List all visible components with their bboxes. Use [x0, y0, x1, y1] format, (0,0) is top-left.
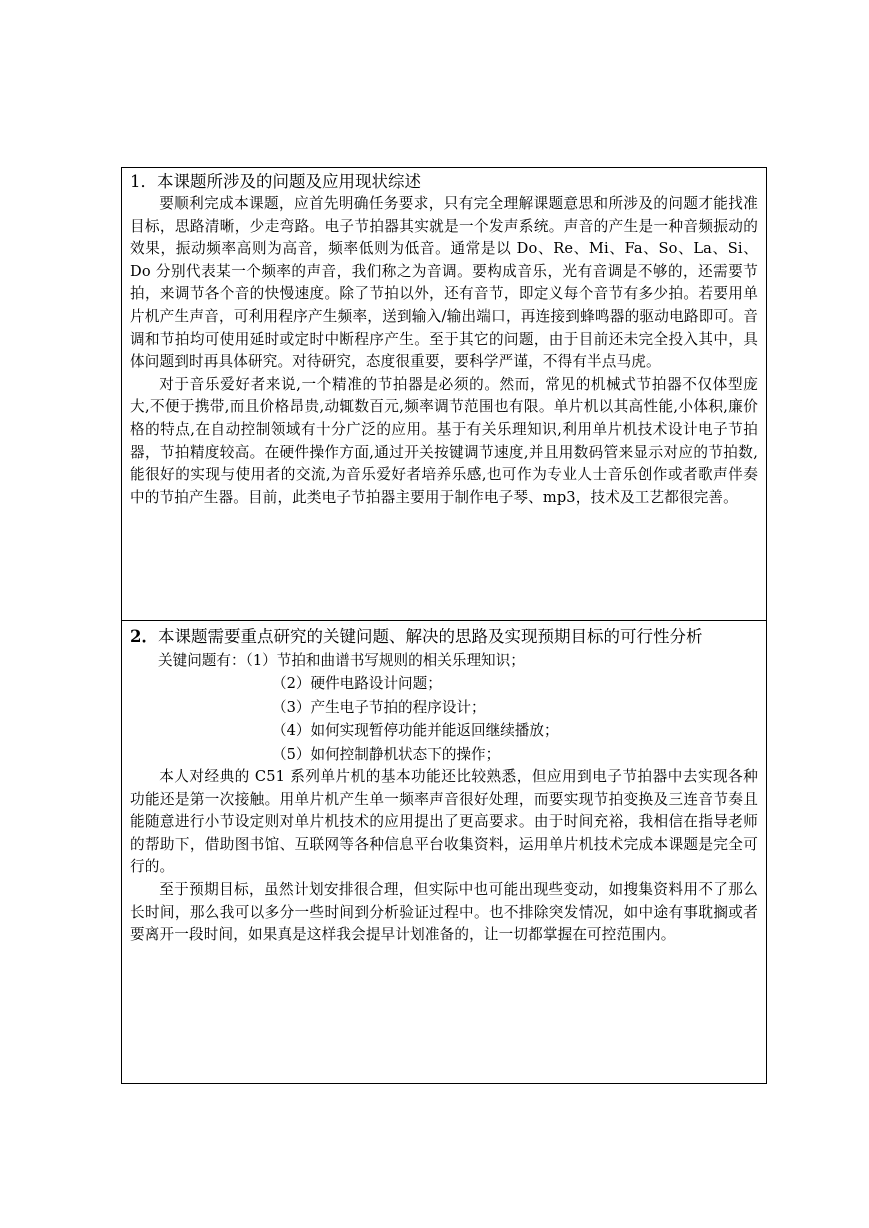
key-issue-item: （2）硬件电路设计问题； — [272, 675, 442, 693]
section-2-heading — [130, 621, 758, 649]
section-2-cell — [122, 621, 766, 1083]
section-1-cell — [122, 168, 766, 621]
report-table — [121, 167, 767, 1084]
section-1-paragraph: 要顺利完成本课题，应首先明确任务要求，只有完全理解课题意思和所涉及的问题才能找准目标，思路清晰，少走弯路。电子节拍器其实就是一个发声系统。声音的产生是一种音频振动的效果，振动频率高则为高音，频率低则为低音。通常是以 Do、Re、Mi、Fa、So、La、Si、Do 分别代表某一个频率的声音，我们称之为音调。要构成音乐，光有音调是不够的，还需要节拍，来调节各个音的快慢速度。除了节拍以外，还有音节，即定义每个音节有多少拍。若要用单片机产生声音，可利用程序产生频率，送到输入/输出端口，再连接到蜂鸣器的驱动电路即可。音调和节拍均可使用延时或定时中断程序产生。至于其它的问题，由于目前还未完全投入其中，具体问题到时再具体研究。对待研究，态度很重要，要科学严谨，不得有半点马虎。 — [130, 195, 758, 371]
section-2-paragraph: 本人对经典的 C51 系列单片机的基本功能还比较熟悉，但应用到电子节拍器中去实现各种功能还是第一次接触。用单片机产生单一频率声音很好处理，而要实现节拍变换及三连音节奏且能随意进行小节设定则对单片机技术的应用提出了更高要求。由于时间充裕，我相信在指导老师的帮助下，借助图书馆、互联网等各种信息平台收集资料，运用单片机技术完成本课题是完全可行的。 — [130, 768, 758, 876]
key-issues-list — [130, 649, 758, 766]
section-2-paragraph: 至于预期目标，虽然计划安排很合理，但实际中也可能出现些变动，如搜集资料用不了那么长时间，那么我可以多分一些时间到分析验证过程中。也不排除突发情况，如中途有事耽搁或者要离开一段时间，如果真是这样我会提早计划准备的，让一切都掌握在可控范围内。 — [130, 881, 758, 944]
section-1-paragraph: 对于音乐爱好者来说,一个精准的节拍器是必须的。然而，常见的机械式节拍器不仅体型庞大,不便于携带,而且价格昂贵,动辄数百元,频率调节范围也有限。单片机以其高性能,小体积,廉价格的特点,在自动控制领域有十分广泛的应用。基于有关乐理知识,利用单片机技术设计电子节拍器，节拍精度较高。在硬件操作方面,通过开关按键调节速度,并且用数码管来显示对应的节拍数,能很好的实现与使用者的交流,为音乐爱好者培养乐感,也可作为专业人士音乐创作或者歌声伴奏中的节拍产生器。目前，此类电子节拍器主要用于制作电子琴、mp3，技术及工艺都很完善。 — [130, 375, 758, 506]
section-2-heading-text: 本课题需要重点研究的关键问题、解决的思路及实现预期目标的可行性分析 — [157, 627, 703, 646]
key-issue-item: 关键问题有：（1）节拍和曲谱书写规则的相关乐理知识； — [158, 652, 525, 669]
section-2-heading-number: 2． — [130, 627, 158, 646]
key-issue-item: （4）如何实现暂停功能并能返回继续播放； — [272, 722, 559, 740]
key-issue-item: （3）产生电子节拍的程序设计； — [272, 698, 486, 716]
key-issue-item: （5）如何控制静机状态下的操作； — [272, 745, 501, 763]
section-1-heading: 1．本课题所涉及的问题及应用现状综述 — [130, 172, 421, 191]
